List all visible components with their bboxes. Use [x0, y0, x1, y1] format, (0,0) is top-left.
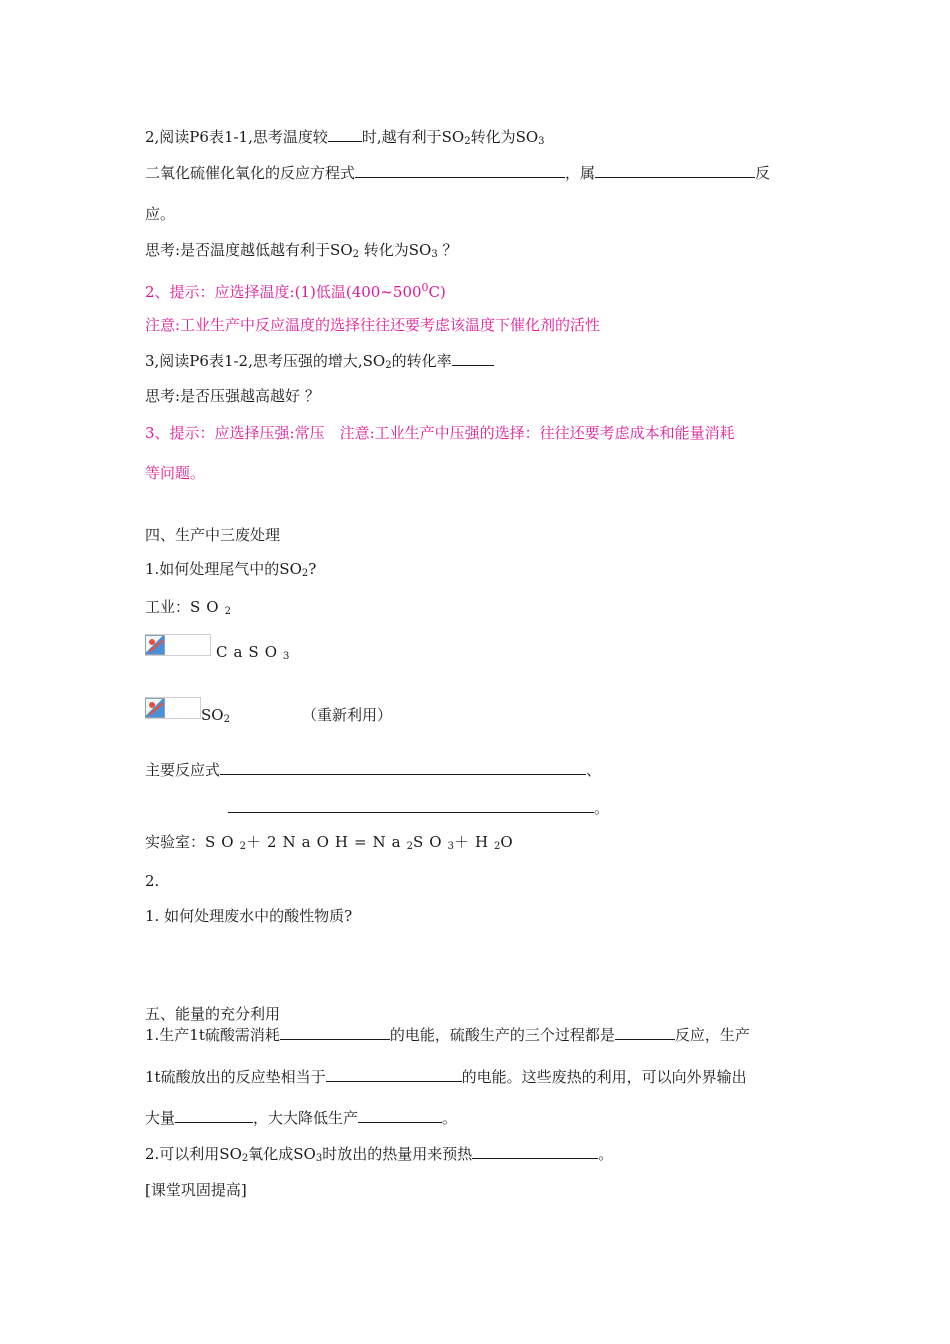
blank	[355, 163, 565, 178]
industry-line: 工业：$SO_2$	[145, 598, 231, 617]
blank	[452, 351, 494, 366]
question-acid-wastewater: 1. 如何处理废水中的酸性物质?	[145, 907, 353, 925]
equation-line: 二氧化硫催化氧化的反应方程式 ，属 反	[145, 164, 771, 182]
blank	[472, 1144, 598, 1159]
broken-image-icon	[145, 698, 165, 718]
blank	[358, 1108, 442, 1123]
blank	[615, 1025, 675, 1040]
think-pressure: 思考:是否压强越高越好 ？	[145, 387, 320, 405]
blank	[228, 798, 594, 813]
blank	[220, 760, 586, 775]
hint-3: 3、提示：应选择压强:常压 注意:工业生产中压强的选择：往往还要考虑成本和能量消耗	[145, 424, 735, 442]
main-equation-line-2: 。	[228, 798, 609, 818]
laboratory-equation: 实验室：$SO_2+2NaOH=Na_2SO_3+H_2O$	[145, 833, 519, 852]
image-placeholder	[145, 634, 211, 656]
note-temperature: 注意:工业生产中反应温度的选择往往还要考虑该温度下催化剂的活性	[145, 316, 601, 334]
blank	[326, 1067, 462, 1082]
hint-2: 2、提示：应选择温度:(1)低温$(400\sim 500^0C)$	[145, 281, 446, 301]
energy-line-2: 1t硫酸放出的反应垫相当于 的电能。这些废热的利用，可以向外界输出	[145, 1068, 747, 1086]
section-4-heading: 四、生产中三废处理	[145, 526, 281, 544]
caso3-formula: CaSO$_3$	[216, 643, 290, 662]
energy-line-3: 大量 ，大大降低生产 。	[145, 1109, 458, 1127]
think-temperature: 思考:是否温度越低越有利于$SO_2$ 转化为$SO_3$ ？	[145, 241, 458, 260]
blank	[280, 1025, 390, 1040]
energy-line-4: 2.可以利用$SO_2$氧化成$SO_3$时放出的热量用来预热 。	[145, 1145, 614, 1164]
blank	[595, 163, 755, 178]
main-equation-line: 主要反应式 、	[145, 761, 602, 779]
item-number-2: 2.	[145, 872, 160, 890]
equation-line-cont: 应。	[145, 205, 176, 223]
section-5-heading: 五、能量的充分利用	[145, 1005, 281, 1023]
energy-line-1: 1.生产1t硫酸需消耗 的电能，硫酸生产的三个过程都是 反应，生产	[145, 1026, 750, 1044]
blank	[328, 127, 362, 142]
hint-3-cont: 等问题。	[145, 464, 206, 482]
image-placeholder	[145, 697, 201, 719]
question-3-pressure: 3,阅读P6表1-2,思考压强的增大$,SO_2$的转化率	[145, 351, 494, 376]
broken-image-icon	[145, 635, 165, 655]
so2-reuse: $SO_2$ （重新利用）	[201, 706, 392, 725]
question-4-1: 1.如何处理尾气中的$SO_2$?	[145, 560, 317, 579]
consolidation-heading: [课堂巩固提高]	[145, 1181, 247, 1199]
blank	[175, 1108, 253, 1123]
question-2-temperature: 2,阅读P6表1-1,思考温度较 时,越有利于$SO_2$转化为$SO_3$	[145, 128, 545, 147]
